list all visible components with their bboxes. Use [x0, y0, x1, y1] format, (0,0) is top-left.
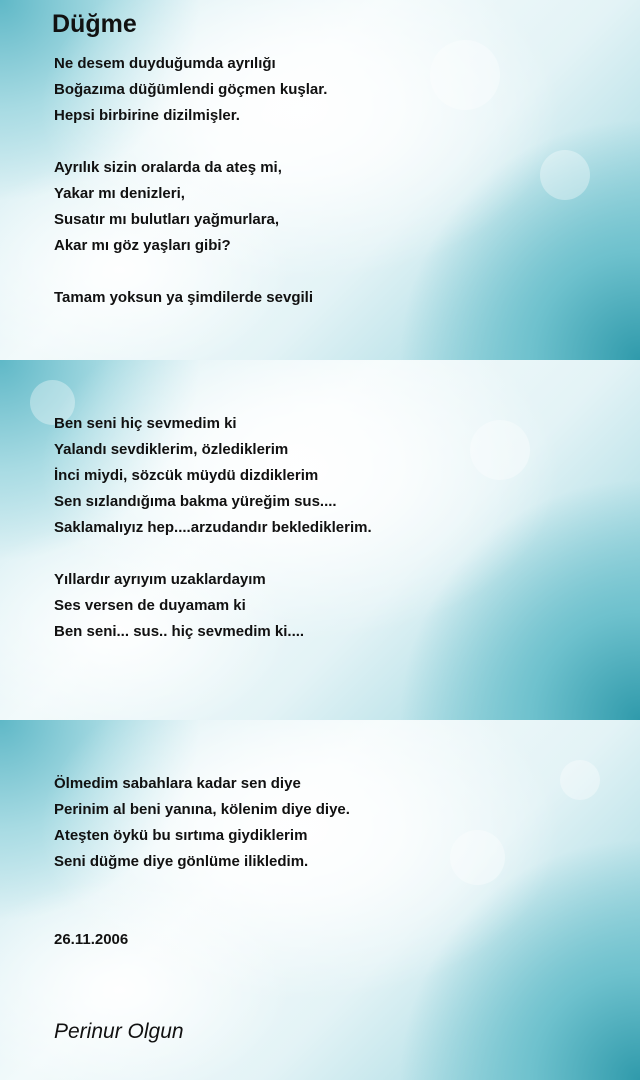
- poem-line: Sen sızlandığıma bakma yüreğim sus....: [54, 493, 337, 510]
- poem-line: Ses versen de duyamam ki: [54, 597, 246, 614]
- poem-date: [54, 927, 128, 953]
- poem-line: Yalandı sevdiklerim, özlediklerim: [54, 441, 289, 458]
- poem-line: Ateşten öykü bu sırtıma giydiklerim: [54, 827, 308, 844]
- poem-line: İnci miydi, sözcük müydü dizdiklerim: [54, 467, 319, 484]
- date-text: 26.11.2006: [54, 931, 129, 948]
- poem-line: Tamam yoksun ya şimdilerde sevgili: [54, 289, 313, 306]
- poem-line: Seni düğme diye gönlüme ilikledim.: [54, 853, 309, 870]
- poem-line: Ben seni hiç sevmedim ki: [54, 415, 237, 432]
- poem-line: Perinim al beni yanına, kölenim diye diye.: [54, 801, 350, 818]
- poem-line: Susatır mı bulutları yağmurlara,: [54, 211, 280, 228]
- stanza-2: [54, 155, 282, 259]
- stanza-3: [54, 285, 313, 311]
- bokeh-circle: [540, 150, 590, 200]
- poem-author: Perinur Olgun: [54, 1020, 184, 1043]
- poem-panel-1: [0, 0, 640, 360]
- poem-title: Düğme: [52, 10, 137, 38]
- stanza-1: [54, 51, 327, 129]
- poem-line: Boğazıma düğümlendi göçmen kuşlar.: [54, 81, 328, 98]
- poem-line: Saklamalıyız hep....arzudandır beklediklerim.: [54, 519, 372, 536]
- poem-panel-3: [0, 720, 640, 1080]
- poem-line: Ben seni... sus.. hiç sevmedim ki....: [54, 623, 305, 640]
- stanza-4: [54, 411, 372, 541]
- poem-line: Yıllardır ayrıyım uzaklardayım: [54, 571, 266, 588]
- poem-line: Ölmedim sabahlara kadar sen diye: [54, 775, 301, 792]
- poem-line: Ayrılık sizin oralarda da ateş mi,: [54, 159, 282, 176]
- bokeh-circle: [430, 40, 500, 110]
- poem-panel-2: [0, 360, 640, 720]
- poem-line: Hepsi birbirine dizilmişler.: [54, 107, 240, 124]
- poem-line: Ne desem duyduğumda ayrılığı: [54, 55, 276, 72]
- stanza-5: [54, 567, 304, 645]
- stanza-6: [54, 771, 350, 875]
- bokeh-circle: [470, 420, 530, 480]
- bokeh-circle: [450, 830, 505, 885]
- bokeh-circle: [560, 760, 600, 800]
- poem-line: Akar mı göz yaşları gibi?: [54, 237, 231, 254]
- poem-line: Yakar mı denizleri,: [54, 185, 185, 202]
